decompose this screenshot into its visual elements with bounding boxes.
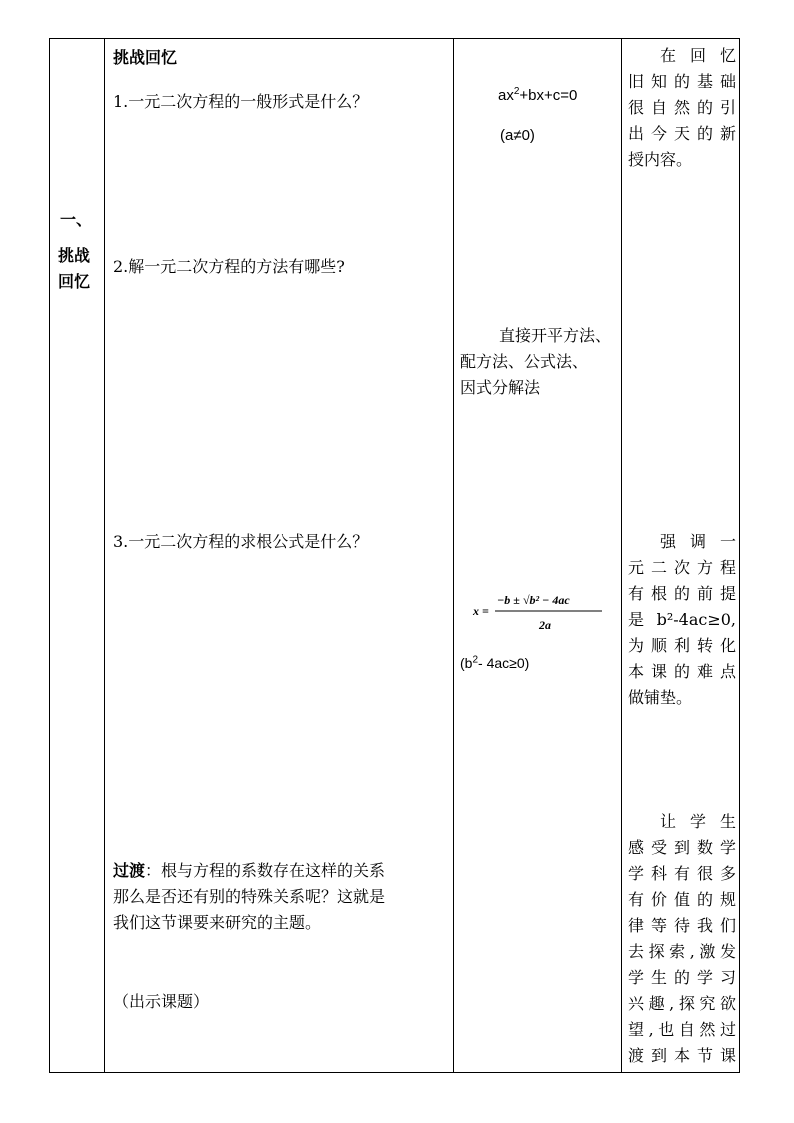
teaching-note-line: 有价值的规 (628, 890, 736, 909)
teaching-note-line: 去探索,激发 (628, 942, 736, 961)
column-divider (453, 39, 454, 1072)
discriminant-condition (460, 650, 529, 676)
teaching-note-1 (628, 43, 736, 173)
teaching-note-line: 授内容。 (628, 150, 693, 169)
lesson-table (49, 38, 740, 1073)
teaching-note-line: 强调一 (660, 532, 736, 551)
teaching-note-line: 望,也自然过 (628, 1020, 736, 1039)
teaching-note-3 (628, 809, 736, 1069)
quadratic-formula (471, 579, 603, 639)
question-1: 1.一元二次方程的一般形式是什么？ (113, 92, 369, 111)
column-divider (621, 39, 622, 1072)
teaching-note-line: 让学生 (660, 812, 736, 831)
formula-denominator: 2a (539, 618, 551, 632)
teaching-note-2 (628, 529, 736, 711)
show-title-note: （出示课题） (113, 992, 210, 1011)
methods-line-3: 因式分解法 (460, 378, 541, 397)
disc-left: (b (460, 655, 473, 671)
teaching-note-line: 为顺利转化 (628, 636, 736, 655)
transition-label: 过渡 (113, 861, 146, 880)
general-form-exponent: 2 (513, 86, 520, 97)
section-title-line2: 回忆 (58, 272, 91, 291)
transition-line-1 (113, 858, 385, 884)
teaching-note-line: 是b²-4ac≥0, (628, 610, 736, 629)
teaching-note-line: 律等待我们 (628, 916, 736, 935)
teaching-note-line: 元二次方程 (628, 558, 736, 577)
teaching-note-line: 兴趣,探究欲 (628, 994, 736, 1013)
disc-exponent: 2 (472, 654, 479, 666)
teaching-note-line: 感受到数学 (628, 838, 736, 857)
teaching-note-line: 旧知的基础 (628, 72, 736, 91)
question-2: 2.解一元二次方程的方法有哪些? (113, 257, 345, 276)
disc-right: - 4ac≥0) (478, 655, 530, 671)
formula-lhs: x = (473, 604, 489, 618)
general-form-right: +bx+c=0 (519, 87, 578, 104)
general-form-condition: (a≠0) (500, 127, 535, 144)
methods-line-2: 配方法、公式法、 (460, 352, 589, 371)
methods-line-1: 直接开平方法、 (499, 326, 612, 345)
teaching-note-line: 学科有很多 (628, 864, 736, 883)
transition-line-2: 那么是否还有别的特殊关系呢？这就是 (113, 887, 386, 906)
section-number: 一、 (60, 210, 93, 229)
general-form (498, 83, 577, 109)
teaching-note-line: 做铺垫。 (628, 688, 693, 707)
teaching-note-line: 学生的学习 (628, 968, 736, 987)
general-form-left: ax (498, 87, 514, 104)
section-title-line1: 挑战 (58, 246, 91, 265)
teaching-note-line: 在回忆 (660, 46, 736, 65)
transition-line-3: 我们这节课要来研究的主题。 (113, 913, 322, 932)
teaching-note-line: 很自然的引 (628, 98, 736, 117)
teaching-note-line: 本课的难点 (628, 662, 736, 681)
teaching-note-line: 出今天的新 (628, 124, 736, 143)
formula-numerator: −b ± √b² − 4ac (497, 593, 570, 607)
heading-challenge-recall: 挑战回忆 (113, 48, 178, 67)
teaching-note-line: 渡到本节课 (628, 1046, 736, 1065)
teaching-note-line: 有根的前提 (628, 584, 736, 603)
question-3: 3.一元二次方程的求根公式是什么？ (113, 532, 369, 551)
transition-text-1: ：根与方程的系数存在这样的关系 (145, 861, 386, 880)
column-divider (104, 39, 105, 1072)
